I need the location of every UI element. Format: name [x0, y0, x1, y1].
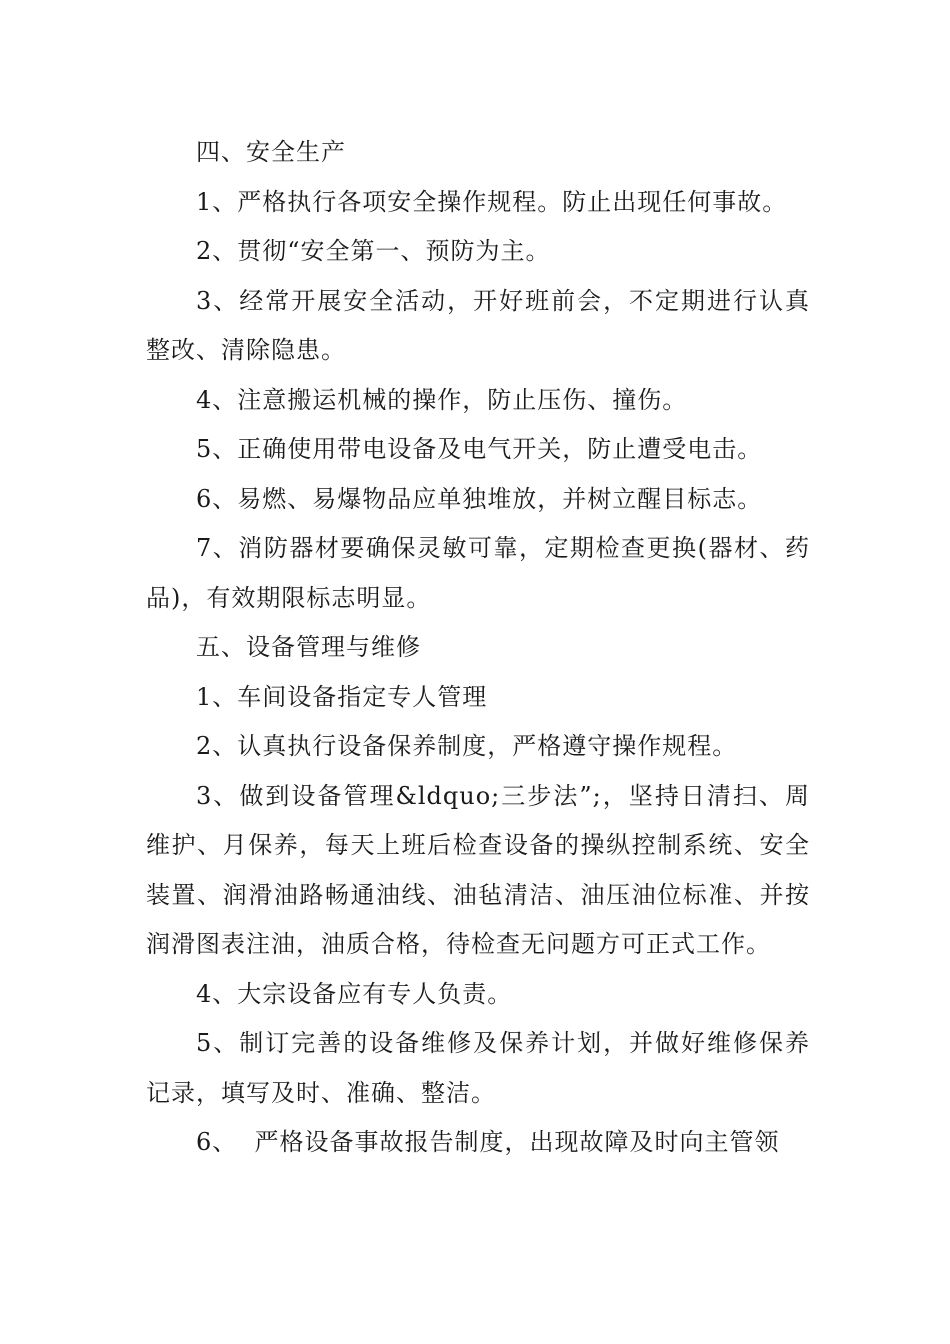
paragraph: 4、注意搬运机械的操作，防止压伤、撞伤。 — [196, 385, 688, 414]
paragraph: 2、认真执行设备保养制度，严格遵守操作规程。 — [196, 732, 738, 760]
document-body — [146, 128, 810, 1168]
paragraph: 2、贯彻“安全第一、预防为主。 — [196, 237, 551, 265]
paragraph: 3、经常开展安全活动，开好班前会，不定期进行认真整改、清除隐患。 — [146, 286, 810, 364]
paragraph: 5、制订完善的设备维修及保养计划，并做好维修保养记录，填写及时、准确、整洁。 — [146, 1029, 810, 1107]
paragraph: 5、正确使用带电设备及电气开关，防止遭受电击。 — [196, 435, 763, 463]
section-heading-safety: 四、安全生产 — [196, 138, 346, 166]
paragraph: 3、做到设备管理&ldquo;三步法”;，坚持日清扫、周维护、月保养，每天上班后检查设备的操纵控制系统、安全装置、润滑油路畅通油线、油毡清洁、油压油位标准、并按润滑图表注油，油质合格，待检查无问题方可正式工作。 — [146, 781, 810, 958]
section-heading-equipment: 五、设备管理与维修 — [196, 633, 421, 661]
paragraph: 6、易燃、易爆物品应单独堆放，并树立醒目标志。 — [196, 484, 763, 513]
paragraph: 1、车间设备指定专人管理 — [196, 682, 488, 711]
paragraph: 7、消防器材要确保灵敏可靠，定期检查更换(器材、药品)，有效期限标志明显。 — [146, 534, 810, 612]
paragraph: 1、严格执行各项安全操作规程。防止出现任何事故。 — [196, 187, 788, 216]
paragraph: 6、 严格设备事故报告制度，出现故障及时向主管领 — [196, 1128, 780, 1156]
paragraph: 4、大宗设备应有专人负责。 — [196, 979, 513, 1008]
